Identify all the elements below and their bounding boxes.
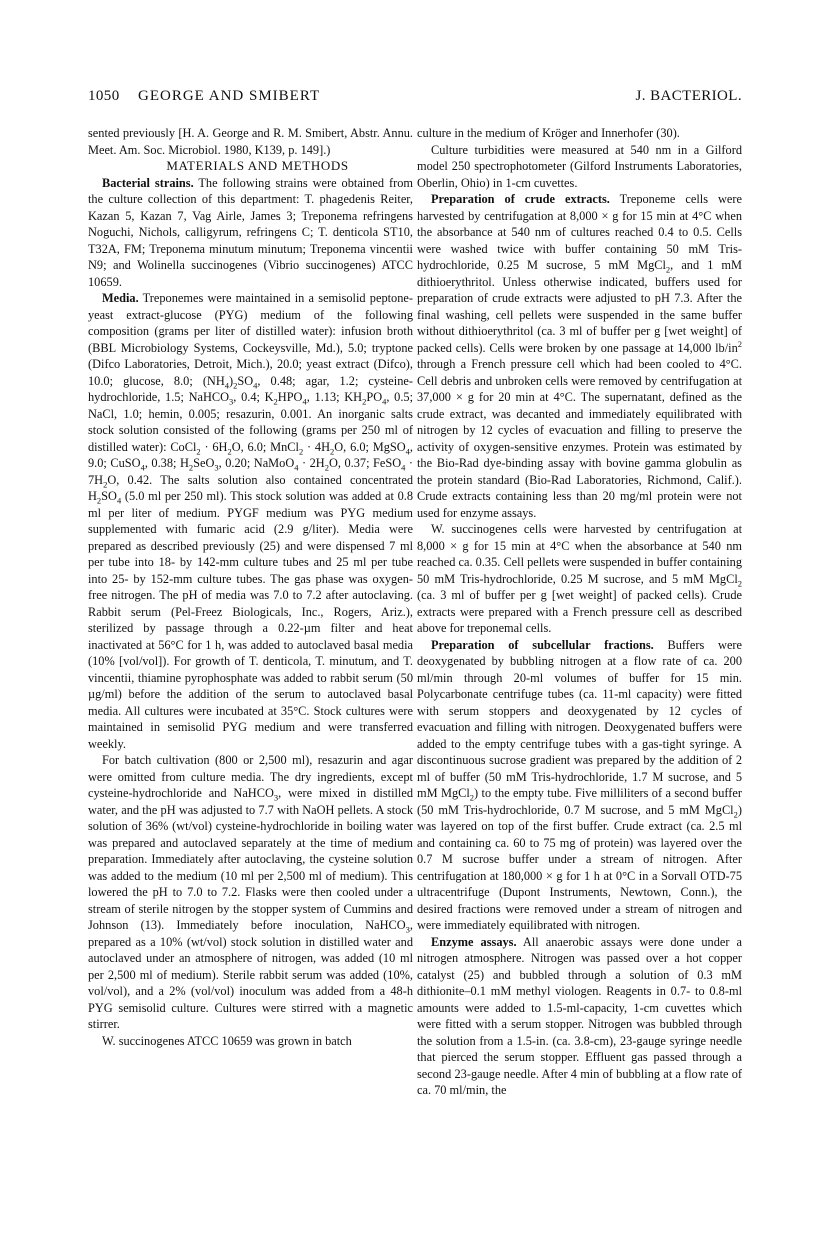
page-number: 1050: [88, 88, 120, 104]
left-column: [88, 125, 413, 1049]
continued-paragraph: culture in the medium of Kröger and Innerhofer (30).: [417, 126, 680, 140]
enzyme-assays-paragraph: Enzyme assays. All anaerobic assays were done under a nitrogen atmosphere. Nitrogen was passed over a hot copper catalyst (25) and bubbled through a solution of 0.3 mM dithionite–0.1 mM methyl viologen. Reagents in 0.7- to 0.8-ml amounts were added to 1.5-ml-capacity, 1-cm cuvettes which were fitted with a serum stopper. Nitrogen was bubbled through the solution from a 1.5-in. (ca. 3.8-cm), 23-gauge syringe needle that pierced the serum stopper. Effluent gas passed through a second 23-gauge needle. After 4 min of bubbling at a flow rate of ca. 70 ml/min, the: [417, 934, 742, 1097]
media-paragraph: Media. Treponemes were maintained in a semisolid peptone-yeast extract-glucose (PYG) medium of the following composition (grams per liter of distilled water): infusion broth (BBL Microbiology Systems, Cockeysville, Md.), 5.0; tryptone (Difco Laboratories, Detroit, Mich.), 20.0; yeast extract (Difco), 10.0; glucose, 8.0; $(NH_4)_2SO_4$, 0.48; agar, 1.2; cysteine-hydrochloride, 1.5; NaHCO$_3$, 0.4; $K_2HPO_4$, 1.13; $KH_2PO_4$, 0.5; NaCl, 1.0; hemin, 0.005; resazurin, 0.001. An inorganic salts stock solution consisted of the following (grams per 250 ml of distilled water): CoCl$_2$ · $6H_2O$, 6.0; MnCl$_2$ · $4H_2O$, 6.0; MgSO$_4$, 9.0; CuSO$_4$, 0.38; $H_2SeO_3$, 0.20; NaMoO$_4$ · $2H_2O$, 0.37; FeSO$_4$ · $7H_2O$, 0.42. The salts solution also contained concentrated $H_2SO_4$ (5.0 ml per 250 ml). This stock solution was added at 0.8 ml per liter of medium. PYGF medium was PYG medium supplemented with fumaric acid (2.9 g/liter). Media were prepared as described previously (25) and were dispensed 7 ml per tube into 18- by 142-mm culture tubes and 25 ml per tube into 25- by 152-mm culture tubes. The gas phase was oxygen-free nitrogen. The pH of media was 7.0 to 7.2 after autoclaving. Rabbit serum (Pel-Freez Biologicals, Inc., Rogers, Ariz.), sterilized by passage through a 0.22-µm filter and heat inactivated at 56°C for 1 h, was added to autoclaved basal media (10% [vol/vol]). For growth of T. denticola, T. minutum, and T. vincentii, thiamine pyrophosphate was added to rabbit serum (50 µg/ml) before the addition of the serum to autoclaved basal media. All cultures were incubated at 35°C. Stock cultures were maintained in semisolid PYG medium and were transferred weekly.: [88, 291, 414, 751]
section-heading: MATERIALS AND METHODS: [166, 158, 349, 173]
running-header: [88, 88, 742, 110]
run-in-heading: Enzyme assays.: [431, 934, 517, 949]
run-in-heading: Media.: [102, 291, 139, 305]
subcellular-paragraph: Preparation of subcellular fractions. Buffers were deoxygenated by bubbling nitrogen at a flow rate of ca. 200 ml/min through 20-ml volumes of buffer for 15 min. Polycarbonate centrifuge tubes (ca. 11-ml capacity) were fitted with serum stoppers and deoxygenated by 12 cycles of evacuation and filling with nitrogen. Deoxygenated buffers were added to the empty centrifuge tubes with a gas-tight syringe. A discontinuous sucrose gradient was prepared by the addition of 2 ml of buffer (50 mM Tris-hydrochloride, 1.7 M sucrose, and 5 mM MgCl$_2$) to the empty tube. Five milliliters of a second buffer (50 mM Tris-hydrochloride, 0.7 M sucrose, and 5 mM MgCl$_2$) was layered on top of the first buffer. Crude extract (ca. 2.5 ml and containing ca. 60 to 75 mg of protein) was layered over the 0.7 M sucrose buffer under a stream of nitrogen. After centrifugation at 180,000 × g for 1 h at 0°C in a Sorvall OTD-75 ultracentrifuge (Dupont Instruments, Newtown, Conn.), the desired fractions were removed under a stream of nitrogen and were immediately equilibrated with nitrogen.: [417, 637, 743, 932]
batch-paragraph: For batch cultivation (800 or 2,500 ml), resazurin and agar were omitted from culture media. The dry ingredients, except cysteine-hydrochloride and NaHCO$_3$, were mixed in distilled water, and the pH was adjusted to 7.7 with NaOH pellets. A stock solution of 36% (wt/vol) cysteine-hydrochloride in boiling water was prepared and autoclaved separately at the time of medium preparation. Immediately after autoclaving, the cysteine solution was added to the medium (10 ml per 2,500 ml of medium). This lowered the pH to 7.0 to 7.2. Flasks were then cooled under a stream of sterile nitrogen by the stopper system of Cummins and Johnson (13). Immediately before inoculation, NaHCO$_3$, prepared as a 10% (wt/vol) stock solution in distilled water and autoclaved under an atmosphere of nitrogen, was added (10 ml per 2,500 ml of medium). Sterile rabbit serum was added (10%, vol/vol), and a 2% (vol/vol) inoculum was added from a 48-h PYG semisolid culture. Cultures were stirred with a magnetic stirrer.: [88, 753, 414, 1031]
right-column: [417, 125, 742, 1099]
turbidity-paragraph: Culture turbidities were measured at 540 nm in a Gilford model 250 spectrophotometer (Gilford Instruments Laboratories, Oberlin, Ohio) in 1-cm cuvettes.: [417, 142, 742, 190]
run-in-heading: Preparation of subcellular fractions.: [431, 637, 654, 652]
wolinella-paragraph: W. succinogenes ATCC 10659 was grown in batch: [102, 1033, 352, 1048]
wolinella-extract-paragraph: W. succinogenes cells were harvested by centrifugation at 8,000 × g for 15 min at 4°C when the absorbance at 540 nm reached ca. 0.35. Cell pellets were suspended in buffer containing 50 mM Tris-hydrochloride, 0.25 M sucrose, and 5 mM MgCl$_2$ (ca. 3 ml of buffer per g [wet weight] of packed cells). Crude extracts were prepared with a French pressure cell as described above for treponemal cells.: [417, 522, 742, 635]
strains-paragraph: Bacterial strains. The following strains were obtained from the culture collection of this department: T. phagedenis Reiter, Kazan 5, Kazan 7, Vag Airle, James 3; Treponema refringens Noguchi, Nichols, calligyrum, refringens C; T. denticola ST10, T32A, FM; Treponema minutum minutum; Treponema vincentii N9; and Wolinella succinogenes (Vibrio succinogenes) ATCC 10659.: [88, 175, 413, 289]
continued-paragraph: sented previously [H. A. George and R. M. Smibert, Abstr. Annu. Meet. Am. Soc. Microbiol. 1980, K139, p. 149].): [88, 126, 413, 157]
run-in-heading: Bacterial strains.: [102, 175, 194, 190]
running-authors: GEORGE AND SMIBERT: [138, 88, 321, 104]
journal-name: J. BACTERIOL.: [635, 88, 742, 104]
run-in-heading: Preparation of crude extracts.: [431, 192, 610, 206]
crude-extract-paragraph: Preparation of crude extracts. Treponeme cells were harvested by centrifugation at 8,000 × g for 15 min at 4°C when the absorbance at 540 nm of cultures reached 0.4 to 0.5. Cells were washed twice with buffer containing 50 mM Tris-hydrochloride, 0.25 M sucrose, 5 mM MgCl$_2$, and 1 mM dithioerythritol. Unless otherwise indicated, buffers used for preparation of crude extracts were adjusted to pH 7.3. After the final washing, cell pellets were suspended in the same buffer without dithioerythritol (ca. 3 ml of buffer per g [wet weight] of packed cells). Cells were broken by one passage at 14,000 $lb/in^2$ through a French pressure cell which had been cooled to 4°C. Cell debris and unbroken cells were removed by centrifugation at 37,000 × g for 20 min at 4°C. The supernatant, defined as the crude extract, was decanted and immediately equilibrated with nitrogen by 12 cycles of evacuation and filling to preserve the activity of oxygen-sensitive enzymes. Protein was estimated by the Bio-Rad dye-binding assay with bovine gamma globulin as the protein standard (Bio-Rad Laboratories, Richmond, Calif.). Crude extracts containing less than 20 mg/ml protein were not used for enzyme assays.: [417, 192, 742, 520]
